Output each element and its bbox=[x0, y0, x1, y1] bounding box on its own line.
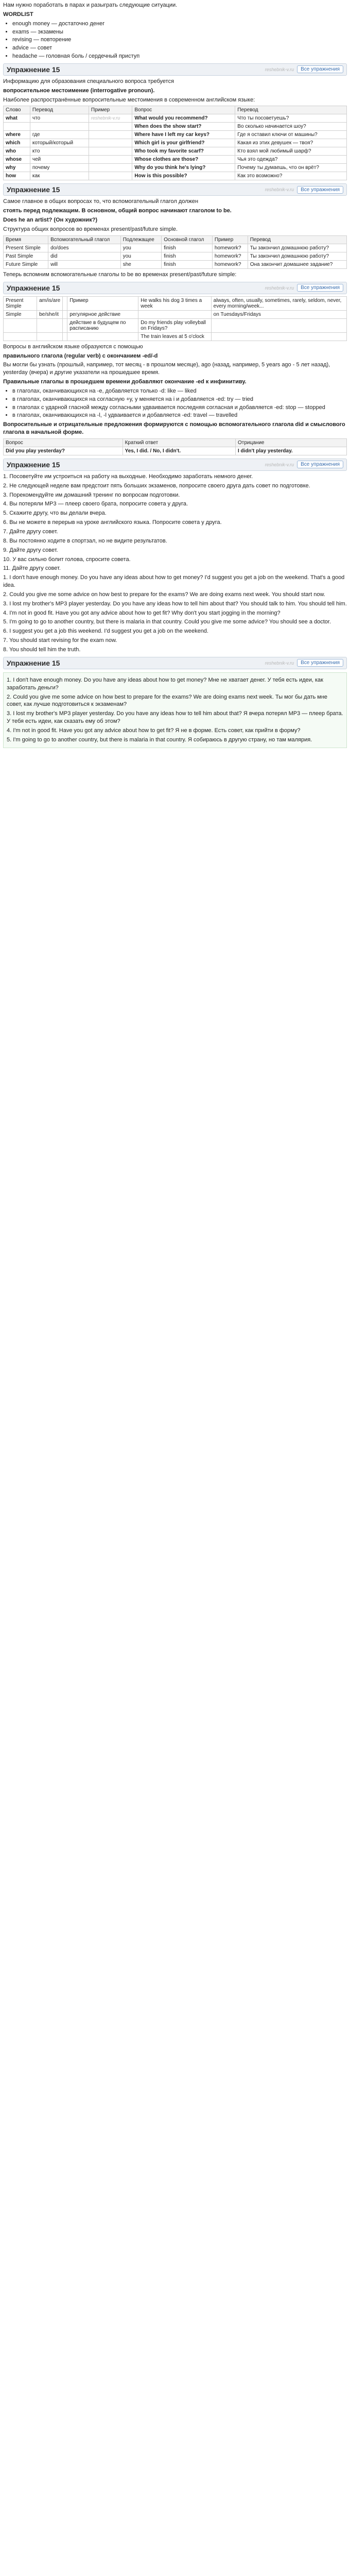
table-row bbox=[4, 123, 347, 131]
table-cell: Whose clothes are those? bbox=[132, 156, 235, 164]
list-item: 11. Дайте другу совет. bbox=[3, 565, 61, 572]
table-header: Перевод bbox=[30, 106, 89, 114]
paragraph: правильного глагола (regular verb) с окончанием -ed/-d bbox=[3, 352, 158, 359]
paragraph: вопросительное местоимение (interrogative pronoun). bbox=[3, 87, 155, 94]
exercise-header-right bbox=[265, 461, 343, 468]
table-cell bbox=[89, 131, 132, 139]
list-item: 1. I don't have enough money. Do you have any ideas about how to get money? Мне не хватает денег. У тебя есть идеи, как заработать деньги? bbox=[7, 676, 323, 691]
table-cell: где bbox=[30, 131, 89, 139]
table-cell: what bbox=[4, 114, 30, 123]
all-exercises-button[interactable]: Все упражнения bbox=[297, 65, 343, 73]
table-row bbox=[4, 252, 347, 260]
table-cell bbox=[4, 332, 37, 341]
wordlist-item: • exams — экзамены bbox=[12, 28, 347, 36]
intro-section bbox=[3, 2, 347, 60]
table-cell: Ты закончил домашнюю работу? bbox=[248, 244, 346, 252]
wordlist bbox=[12, 20, 347, 60]
table-cell bbox=[89, 114, 132, 123]
table-row bbox=[4, 310, 347, 318]
answers-box bbox=[3, 672, 347, 748]
table-cell bbox=[138, 310, 211, 318]
wordlist-item: • enough money — достаточно денег bbox=[12, 20, 347, 28]
table-cell: am/is/are bbox=[37, 296, 63, 310]
table-cell: Где я оставил ключи от машины? bbox=[235, 131, 347, 139]
exercise-header-right bbox=[265, 659, 343, 667]
table-cell: Why do you think he's lying? bbox=[132, 164, 235, 172]
table-cell: on Tuesdays/Fridays bbox=[211, 310, 346, 318]
table-cell: Во сколько начинается шоу? bbox=[235, 123, 347, 131]
table-cell: where bbox=[4, 131, 30, 139]
list-item: 3. I lost my brother's MP3 player yesterday. Do you have any ideas how to tell him about that? You should talk to him. You should tell him. bbox=[3, 600, 347, 607]
exercise-header-right bbox=[265, 284, 343, 292]
table-row bbox=[4, 332, 347, 341]
list-item: 2. Could you give me some advice on how best to prepare for the exams? We are doing exams next week. You should start now. bbox=[3, 591, 325, 598]
table-cell: will bbox=[48, 260, 121, 268]
table-cell: регулярное действие bbox=[67, 310, 138, 318]
table-cell: Почему ты думаешь, что он врёт? bbox=[235, 164, 347, 172]
table-row bbox=[4, 318, 347, 332]
exercise-header-right bbox=[265, 186, 343, 194]
table-cell: I didn't play yesterday. bbox=[236, 447, 347, 455]
table-row bbox=[4, 172, 347, 180]
rules-list bbox=[12, 387, 347, 419]
exercise-title: Упражнение 15 bbox=[7, 658, 60, 667]
all-exercises-button[interactable]: Все упражнения bbox=[297, 461, 343, 468]
table-row bbox=[4, 244, 347, 252]
table-cell: did bbox=[48, 252, 121, 260]
table-header: Основной глагол bbox=[162, 235, 213, 244]
list-item: • в глаголах, оканчивающихся на -l, -l удваивается и добавляется -ed: travel — travelled bbox=[12, 412, 347, 419]
table-cell: действие в будущем по расписанию bbox=[67, 318, 138, 332]
list-item: 4. Вы потеряли MP3 — плеер своего брата, попросите совета у друга. bbox=[3, 501, 188, 507]
list-item: 8. Вы постоянно ходите в спортзал, но не видите результатов. bbox=[3, 537, 167, 544]
exercise-header bbox=[3, 63, 347, 76]
table-cell: Чья это одежда? bbox=[235, 156, 347, 164]
table-cell: Present Simple bbox=[4, 244, 48, 252]
table-row bbox=[4, 156, 347, 164]
table-row bbox=[4, 296, 347, 310]
all-exercises-button[interactable]: Все упражнения bbox=[297, 186, 343, 194]
list-item: 7. Дайте другу совет. bbox=[3, 529, 58, 535]
table-cell bbox=[89, 156, 132, 164]
example: Does he an artist? (Он художник?) bbox=[3, 217, 98, 224]
table-header: Пример bbox=[212, 235, 248, 244]
table-cell bbox=[67, 332, 138, 341]
table-cell: He walks his dog 3 times a week bbox=[138, 296, 211, 310]
table-row bbox=[4, 131, 347, 139]
table-cell bbox=[4, 123, 30, 131]
paragraph: Вопросительные и отрицательные предложения формируются с помощью вспомогательного глагола did и смыслового глагола в начальной форме. bbox=[3, 421, 345, 436]
exercise-title: Упражнение 15 bbox=[7, 185, 60, 194]
table-cell: Какая из этих девушек — твоя? bbox=[235, 139, 347, 147]
table-cell: homework? bbox=[212, 252, 248, 260]
list-item: 4. I'm not in good fit. Have you got any advice about how to get fit? Я не в форме. Есть совет, как прийти в форму? bbox=[7, 727, 301, 734]
table-cell: she bbox=[120, 260, 162, 268]
table-cell: Who took my favorite scarf? bbox=[132, 147, 235, 156]
list-item: 2. Не следующей неделе вам предстоит пять больших экзаменов, попросите своего друга дать совет по подготовке. bbox=[3, 482, 310, 489]
table-cell bbox=[89, 123, 132, 131]
table-cell bbox=[63, 318, 67, 332]
table-header-row bbox=[4, 438, 347, 447]
list-item: 8. You should tell him the truth. bbox=[3, 646, 81, 653]
table-cell: Past Simple bbox=[4, 252, 48, 260]
table-cell: Что ты посоветуешь? bbox=[235, 114, 347, 123]
wordlist-item: • revising — повторение bbox=[12, 36, 347, 44]
table-cell: Она закончит домашнее задание? bbox=[248, 260, 346, 268]
table-header: Вопрос bbox=[4, 438, 123, 447]
table-cell: Как это возможно? bbox=[235, 172, 347, 180]
table-cell: Future Simple bbox=[4, 260, 48, 268]
present-simple-table bbox=[3, 296, 347, 341]
paragraph: Теперь вспомним вспомогательные глаголы to be во временах present/past/future simple: bbox=[3, 271, 237, 278]
table-cell: finish bbox=[162, 244, 213, 252]
table-cell bbox=[63, 296, 67, 310]
table-cell: Ты закончил домашнюю работу? bbox=[248, 252, 346, 260]
table-cell: be/she/it bbox=[37, 310, 63, 318]
all-exercises-button[interactable]: Все упражнения bbox=[297, 659, 343, 667]
table-row bbox=[4, 147, 347, 156]
table-header: Слово bbox=[4, 106, 30, 114]
table-cell bbox=[37, 332, 63, 341]
table-cell bbox=[89, 164, 132, 172]
table-cell: который/который bbox=[30, 139, 89, 147]
exercise-header-right bbox=[265, 65, 343, 73]
table-cell bbox=[89, 147, 132, 156]
table-header: Пример bbox=[89, 106, 132, 114]
table-row bbox=[4, 164, 347, 172]
table-header: Перевод bbox=[248, 235, 346, 244]
list-item: • в глаголах, оканчивающихся на -е, добавляется только -d: like — liked bbox=[12, 387, 347, 395]
table-cell bbox=[30, 123, 89, 131]
exercise-header bbox=[3, 183, 347, 196]
watermark: reshebnik-v.ru bbox=[265, 285, 294, 291]
list-item: 6. Вы не можете в перерыв на уроке английского языка. Попросите совета у друга. bbox=[3, 519, 222, 526]
list-item: 10. У вас сильно болит голова, спросите совета. bbox=[3, 556, 131, 563]
did-table bbox=[3, 438, 347, 455]
wordlist-item: • advice — совет bbox=[12, 44, 347, 52]
table-row bbox=[4, 447, 347, 455]
table-cell: whose bbox=[4, 156, 30, 164]
table-header: Краткий ответ bbox=[122, 438, 235, 447]
list-item: 7. You should start revising for the exam now. bbox=[3, 637, 117, 644]
wordlist-heading: WORDLIST bbox=[3, 11, 33, 18]
watermark: reshebnik-v.ru bbox=[265, 187, 294, 193]
watermark: reshebnik-v.ru bbox=[91, 115, 120, 121]
table-cell bbox=[63, 332, 67, 341]
rules-heading: Правильные глаголы в прошедшем времени добавляют окончание -ed к инфинитиву. bbox=[3, 379, 247, 385]
table-cell: When does the show start? bbox=[132, 123, 235, 131]
table-header: Время bbox=[4, 235, 48, 244]
watermark: reshebnik-v.ru bbox=[265, 660, 294, 666]
wordlist-item: • headache — головная боль / сердечный приступ bbox=[12, 53, 347, 60]
table-header-row bbox=[4, 106, 347, 114]
table-cell: you bbox=[120, 244, 162, 252]
table-cell: Which girl is your girlfriend? bbox=[132, 139, 235, 147]
table-cell: homework? bbox=[212, 260, 248, 268]
table-header: Перевод bbox=[235, 106, 347, 114]
table-cell: which bbox=[4, 139, 30, 147]
list-item: 6. I suggest you get a job this weekend. I'd suggest you get a job on the weekend. bbox=[3, 628, 208, 635]
table-cell bbox=[63, 310, 67, 318]
table-cell: Кто взял мой любимый шарф? bbox=[235, 147, 347, 156]
table-cell: Simple bbox=[4, 310, 37, 318]
list-item: 1. Посоветуйте им устроиться на работу на выходные. Необходимо заработать немного денег. bbox=[3, 473, 253, 480]
paragraph: Структура общих вопросов во временах present/past/future simple. bbox=[3, 226, 178, 232]
table-cell bbox=[211, 332, 346, 341]
paragraph: Наиболее распространённые вопросительные местоимения в современном английском языке: bbox=[3, 96, 255, 103]
table-cell: do/does bbox=[48, 244, 121, 252]
table-cell: Do my friends play volleyball on Fridays? bbox=[138, 318, 211, 332]
exercise-header bbox=[3, 282, 347, 294]
paragraph: Информацию для образования специального вопроса требуется bbox=[3, 78, 174, 84]
list-item: 3. I lost my brother's MP3 player yesterday. Do you have any ideas how to tell him about that? Я вчера потерял MP3 — плеер брата. У тебя есть идеи, как сказать ему об этом? bbox=[7, 710, 343, 725]
exercise-title: Упражнение 15 bbox=[7, 283, 60, 292]
table-cell: почему bbox=[30, 164, 89, 172]
exercise-title: Упражнение 15 bbox=[7, 460, 60, 469]
table-cell bbox=[37, 318, 63, 332]
list-item: • в глаголах, оканчивающихся на согласную +у, у меняется на i и добавляется -ed: try — tried bbox=[12, 396, 347, 403]
list-item: 4. I'm not in good fit. Have you got any advice about how to get fit? Why don't you start jogging in the morning? bbox=[3, 609, 281, 616]
table-cell: кто bbox=[30, 147, 89, 156]
list-item: • в глаголах с ударной гласной между согласными удваивается последняя согласная и добавляется -ed: stop — stopped bbox=[12, 404, 347, 412]
table-cell: чей bbox=[30, 156, 89, 164]
task-list bbox=[3, 473, 347, 572]
spacer bbox=[3, 751, 347, 756]
intro-line: Нам нужно поработать в парах и разыграть следующие ситуации. bbox=[3, 2, 178, 8]
table-header: Вспомогательный глагол bbox=[48, 235, 121, 244]
watermark: reshebnik-v.ru bbox=[265, 462, 294, 467]
paragraph: стоять перед подлежащим. В основном, общий вопрос начинают глаголом to be. bbox=[3, 208, 232, 214]
table-cell: you bbox=[120, 252, 162, 260]
dialogue-list bbox=[3, 574, 347, 654]
list-item: 1. I don't have enough money. Do you have any ideas about how to get money? I'd suggest you get a job on the weekend. That's a good idea. bbox=[3, 574, 345, 589]
table-row bbox=[4, 139, 347, 147]
table-row bbox=[4, 114, 347, 123]
watermark: reshebnik-v.ru bbox=[265, 66, 294, 72]
paragraph: Самое главное в общих вопросах то, что вспомогательный глагол должен bbox=[3, 198, 199, 205]
pronouns-table bbox=[3, 106, 347, 180]
exercise-header bbox=[3, 459, 347, 471]
rules-section bbox=[3, 361, 347, 455]
page bbox=[0, 2, 350, 756]
table-cell: What would you recommend? bbox=[132, 114, 235, 123]
table-cell: who bbox=[4, 147, 30, 156]
paragraph: Вопросы в английском языке образуются с помощью bbox=[3, 343, 143, 350]
table-cell bbox=[4, 318, 37, 332]
exercise-title: Упражнение 15 bbox=[7, 65, 60, 74]
list-item: 5. I'm going to go to another country, but there is malaria in that country. Could you give me some advice? You should see a doctor. bbox=[3, 619, 331, 625]
table-cell: How is this possible? bbox=[132, 172, 235, 180]
table-cell: finish bbox=[162, 252, 213, 260]
list-item: 9. Дайте другу совет. bbox=[3, 547, 58, 553]
table-cell: Present Simple bbox=[4, 296, 37, 310]
table-cell: что bbox=[30, 114, 89, 123]
exercise-header bbox=[3, 657, 347, 669]
table-cell: finish bbox=[162, 260, 213, 268]
table-cell: Did you play yesterday? bbox=[4, 447, 123, 455]
table-cell: Yes, I did. / No, I didn't. bbox=[122, 447, 235, 455]
table-header-row bbox=[4, 235, 347, 244]
table-cell: Пример bbox=[67, 296, 138, 310]
table-header: Вопрос bbox=[132, 106, 235, 114]
table-cell bbox=[89, 139, 132, 147]
list-item: 5. Скажите другу, что вы делали вчера. bbox=[3, 510, 107, 517]
table-cell bbox=[89, 172, 132, 180]
table-cell: how bbox=[4, 172, 30, 180]
table-cell: Where have I left my car keys? bbox=[132, 131, 235, 139]
table-cell: why bbox=[4, 164, 30, 172]
simple-tenses-table bbox=[3, 235, 347, 269]
table-cell: always, often, usually, sometimes, rarely, seldom, never, every morning/week... bbox=[211, 296, 346, 310]
paragraph: Вы могли бы узнать (прошлый, например, тот месяц - в прошлом месяце), ago (назад, например, 5 years ago - 5 лет назад), yesterday (вчера) и другие указатели на прошедшее время. bbox=[3, 362, 330, 376]
table-cell: The train leaves at 5 o'clock bbox=[138, 332, 211, 341]
list-item: 5. I'm going to go to another country, but there is malaria in that country. Я собираюсь в другую страну, но там малярия. bbox=[7, 736, 312, 743]
table-cell bbox=[211, 318, 346, 332]
table-header: Подлежащее bbox=[120, 235, 162, 244]
table-row bbox=[4, 260, 347, 268]
table-cell: homework? bbox=[212, 244, 248, 252]
list-item: 3. Порекомендуйте им домашний тренинг по вопросам подготовки. bbox=[3, 492, 180, 498]
table-cell: как bbox=[30, 172, 89, 180]
all-exercises-button[interactable]: Все упражнения bbox=[297, 284, 343, 292]
list-item: 2. Could you give me some advice on how best to prepare for the exams? We are doing exams next week. Ты мог бы дать мне совет, как лучше подготовиться к экзаменам? bbox=[7, 693, 328, 708]
table-header: Отрицание bbox=[236, 438, 347, 447]
